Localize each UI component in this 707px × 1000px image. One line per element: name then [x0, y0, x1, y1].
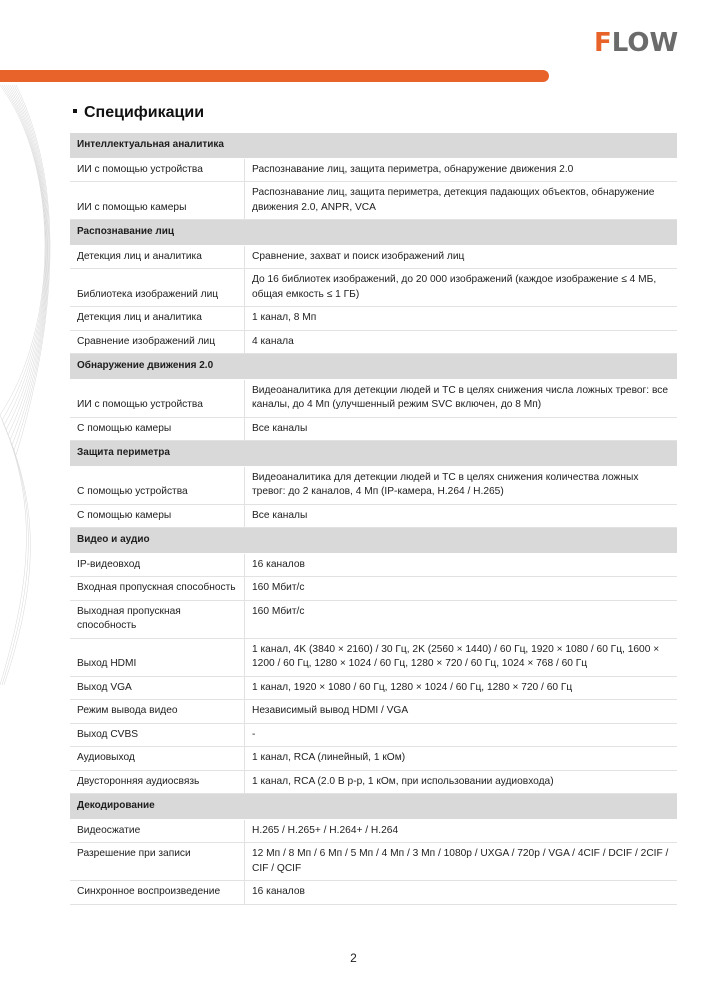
spec-label: Детекция лиц и аналитика [70, 245, 245, 269]
section-header-row [70, 220, 677, 246]
table-row [70, 245, 677, 269]
spec-label: ИИ с помощью камеры [70, 182, 245, 220]
spec-value: Распознавание лиц, защита периметра, обнаружение движения 2.0 [245, 158, 678, 182]
spec-label: ИИ с помощью устройства [70, 158, 245, 182]
spec-value: 4 канала [245, 330, 678, 354]
spec-value: До 16 библиотек изображений, до 20 000 изображений (каждое изображение ≤ 4 МБ, общая емкость ≤ 1 ГБ) [245, 269, 678, 307]
logo-accent-letter: F [594, 28, 612, 58]
spec-label: Библиотека изображений лиц [70, 269, 245, 307]
section-header-row [70, 528, 677, 554]
spec-value: 1 канал, 4K (3840 × 2160) / 30 Гц, 2K (2560 × 1440) / 60 Гц, 1920 × 1080 / 60 Гц, 1600 × 1200 / 60 Гц, 1280 × 1024 / 60 Гц, 1280 × 720 / 60 Гц, 1024 × 768 / 60 Гц [245, 638, 678, 676]
spec-value: 12 Мп / 8 Мп / 6 Мп / 5 Мп / 4 Мп / 3 Мп / 1080p / UXGA / 720p / VGA / 4CIF / DCIF / 2CIF / CIF / QCIF [245, 843, 678, 881]
table-row [70, 676, 677, 700]
table-row [70, 330, 677, 354]
table-row [70, 307, 677, 331]
spec-label: IP-видеовход [70, 553, 245, 577]
section-header-row [70, 441, 677, 467]
section-header-row [70, 133, 677, 158]
bullet-icon [73, 109, 77, 113]
spec-value: 1 канал, RCA (линейный, 1 кОм) [245, 747, 678, 771]
table-row [70, 269, 677, 307]
spec-label: Выход CVBS [70, 723, 245, 747]
table-row [70, 770, 677, 794]
table-row [70, 638, 677, 676]
table-row [70, 504, 677, 528]
spec-label: Выход VGA [70, 676, 245, 700]
table-row [70, 379, 677, 417]
spec-value: - [245, 723, 678, 747]
section-header-row [70, 794, 677, 820]
section-title: Распознавание лиц [70, 220, 677, 246]
spec-value: 160 Мбит/с [245, 600, 678, 638]
table-row [70, 577, 677, 601]
spec-label: Сравнение изображений лиц [70, 330, 245, 354]
table-row [70, 747, 677, 771]
table-row [70, 553, 677, 577]
page-title [73, 104, 204, 122]
table-row [70, 700, 677, 724]
page-title-text: Спецификации [84, 104, 205, 121]
spec-label: Входная пропускная способность [70, 577, 245, 601]
table-row [70, 881, 677, 905]
table-row [70, 843, 677, 881]
section-title: Интеллектуальная аналитика [70, 133, 677, 158]
header-accent-bar [0, 70, 549, 82]
table-row [70, 158, 677, 182]
spec-label: С помощью камеры [70, 417, 245, 441]
table-row [70, 182, 677, 220]
spec-label: ИИ с помощью устройства [70, 379, 245, 417]
spec-label: Аудиовыход [70, 747, 245, 771]
spec-value: 16 каналов [245, 553, 678, 577]
spec-value: 1 канал, 1920 × 1080 / 60 Гц, 1280 × 1024 / 60 Гц, 1280 × 720 / 60 Гц [245, 676, 678, 700]
spec-value: Все каналы [245, 417, 678, 441]
spec-value: 1 канал, RCA (2.0 В р-р, 1 кОм, при использовании аудиовхода) [245, 770, 678, 794]
spec-label: Видеосжатие [70, 819, 245, 843]
spec-value: 160 Мбит/с [245, 577, 678, 601]
spec-value: H.265 / H.265+ / H.264+ / H.264 [245, 819, 678, 843]
spec-label: Двусторонняя аудиосвязь [70, 770, 245, 794]
spec-value: Сравнение, захват и поиск изображений лиц [245, 245, 678, 269]
section-header-row [70, 354, 677, 380]
table-row [70, 466, 677, 504]
spec-value: Распознавание лиц, защита периметра, детекция падающих объектов, обнаружение движения 2.0, ANPR, VCA [245, 182, 678, 220]
section-title: Защита периметра [70, 441, 677, 467]
decorative-arcs [0, 85, 80, 685]
spec-value: Видеоаналитика для детекции людей и ТС в целях снижения числа ложных тревог: все каналы, до 4 Мп (улучшенный режим SVC включен, до 8 Мп) [245, 379, 678, 417]
spec-label: С помощью камеры [70, 504, 245, 528]
section-title: Обнаружение движения 2.0 [70, 354, 677, 380]
section-title: Видео и аудио [70, 528, 677, 554]
spec-label: Детекция лиц и аналитика [70, 307, 245, 331]
spec-label: Разрешение при записи [70, 843, 245, 881]
section-title: Декодирование [70, 794, 677, 820]
spec-value: 16 каналов [245, 881, 678, 905]
spec-label: Выход HDMI [70, 638, 245, 676]
page-number: 2 [350, 951, 357, 965]
spec-label: Выходная пропускная способность [70, 600, 245, 638]
specifications-table [70, 133, 677, 905]
spec-label: Синхронное воспроизведение [70, 881, 245, 905]
table-row [70, 417, 677, 441]
table-row [70, 723, 677, 747]
spec-value: Все каналы [245, 504, 678, 528]
table-row [70, 600, 677, 638]
spec-label: С помощью устройства [70, 466, 245, 504]
spec-value: Видеоаналитика для детекции людей и ТС в целях снижения количества ложных тревог: до 2 каналов, 4 Мп (IP-камера, H.264 / H.265) [245, 466, 678, 504]
spec-label: Режим вывода видео [70, 700, 245, 724]
spec-value: 1 канал, 8 Мп [245, 307, 678, 331]
logo-text: LOW [611, 28, 679, 58]
spec-value: Независимый вывод HDMI / VGA [245, 700, 678, 724]
flow-logo [594, 30, 678, 56]
table-row [70, 819, 677, 843]
